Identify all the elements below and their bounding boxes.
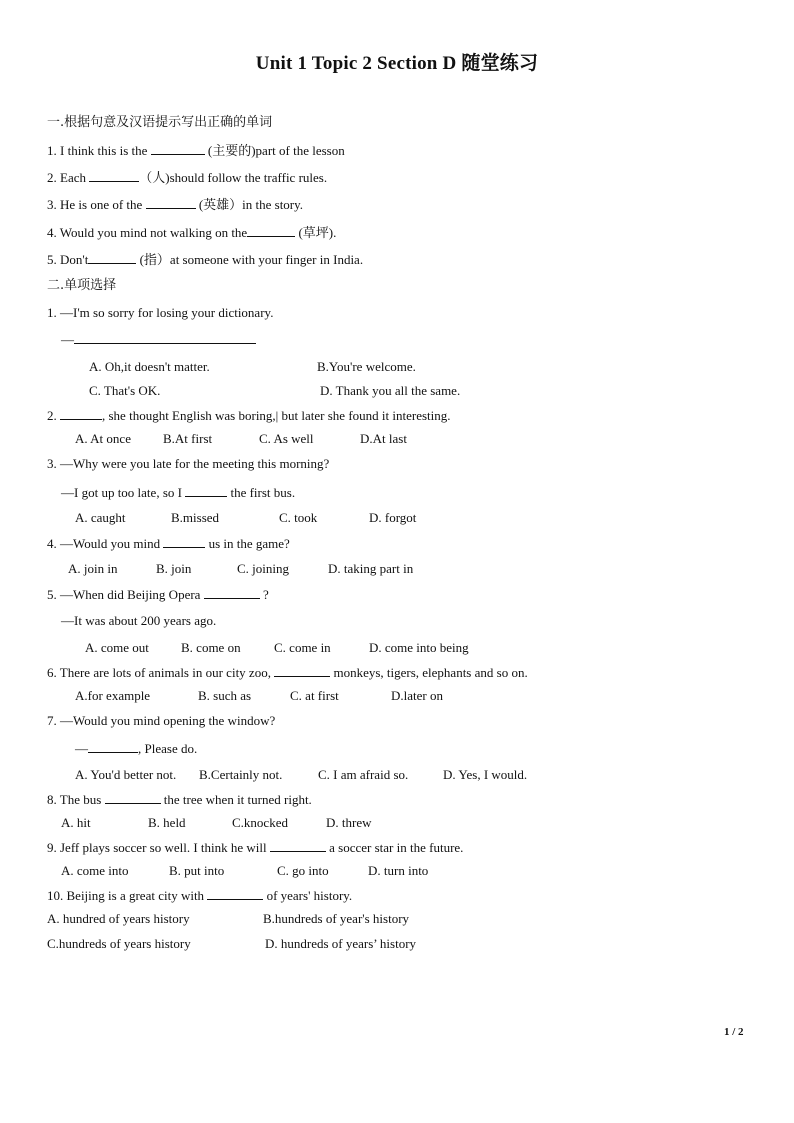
mc-question-5-reply: —It was about 200 years ago. bbox=[61, 613, 217, 628]
answer-blank[interactable] bbox=[185, 484, 227, 497]
answer-blank[interactable] bbox=[270, 839, 326, 852]
answer-blank[interactable] bbox=[88, 740, 138, 753]
page-number: 1 / 2 bbox=[724, 1026, 744, 1038]
mc-question-10-option-b[interactable]: B.hundreds of year's history bbox=[263, 911, 410, 926]
mc-question-8-option-d[interactable]: D. threw bbox=[326, 815, 372, 830]
question-text: (草坪). bbox=[295, 225, 337, 240]
vocab-question-4 bbox=[47, 224, 336, 241]
mc-question-1-option-d[interactable]: D. Thank you all the same. bbox=[320, 383, 461, 398]
mc-question-3-stem: 3. —Why were you late for the meeting this morning? bbox=[47, 456, 330, 471]
question-text: 9. Jeff plays soccer so well. I think he will bbox=[47, 840, 270, 855]
answer-blank[interactable] bbox=[89, 169, 139, 182]
question-text: ? bbox=[259, 587, 269, 602]
mc-question-3-option-c[interactable]: C. took bbox=[279, 510, 318, 525]
mc-question-9-option-a[interactable]: A. come into bbox=[61, 863, 129, 878]
mc-question-1-stem: 1. —I'm so sorry for losing your dictionary. bbox=[47, 305, 274, 320]
mc-question-3-option-a[interactable]: A. caught bbox=[75, 510, 126, 525]
mc-question-4-stem bbox=[47, 535, 290, 552]
mc-question-1-reply bbox=[61, 331, 256, 348]
mc-question-3-option-d[interactable]: D. forgot bbox=[369, 510, 417, 525]
mc-question-2-option-a[interactable]: A. At once bbox=[75, 431, 131, 446]
question-text: (主要的)part of the lesson bbox=[204, 143, 345, 158]
question-text: the tree when it turned right. bbox=[160, 792, 312, 807]
mc-question-10-option-d[interactable]: D. hundreds of years’ history bbox=[265, 936, 417, 951]
question-text: 5. Don't bbox=[47, 252, 89, 267]
dash: — bbox=[61, 332, 74, 347]
mc-question-5-option-b[interactable]: B. come on bbox=[181, 640, 241, 655]
mc-question-4-option-d[interactable]: D. taking part in bbox=[328, 561, 414, 576]
mc-question-5-option-d[interactable]: D. come into being bbox=[369, 640, 469, 655]
mc-question-10-option-c[interactable]: C.hundreds of years history bbox=[47, 936, 191, 951]
answer-blank[interactable] bbox=[146, 196, 196, 209]
question-text: 4. —Would you mind bbox=[47, 536, 164, 551]
question-text: 5. —When did Beijing Opera bbox=[47, 587, 204, 602]
answer-blank[interactable] bbox=[274, 664, 330, 677]
mc-question-6-stem bbox=[47, 664, 528, 681]
mc-question-6-option-d[interactable]: D.later on bbox=[391, 688, 443, 703]
mc-question-2-option-d[interactable]: D.At last bbox=[360, 431, 407, 446]
mc-question-8-stem bbox=[47, 791, 312, 808]
mc-question-6-option-c[interactable]: C. at first bbox=[290, 688, 339, 703]
mc-question-3-option-b[interactable]: B.missed bbox=[171, 510, 220, 525]
question-text: 6. There are lots of animals in our city zoo, bbox=[47, 665, 275, 680]
mc-question-2-option-b[interactable]: B.At first bbox=[163, 431, 213, 446]
mc-question-7-option-a[interactable]: A. You'd better not. bbox=[75, 767, 177, 782]
mc-question-7-stem: 7. —Would you mind opening the window? bbox=[47, 713, 276, 728]
mc-question-9-option-c[interactable]: C. go into bbox=[277, 863, 329, 878]
mc-question-7-option-b[interactable]: B.Certainly not. bbox=[199, 767, 283, 782]
mc-question-5-option-a[interactable]: A. come out bbox=[85, 640, 149, 655]
mc-question-5-stem bbox=[47, 586, 269, 603]
question-text: us in the game? bbox=[205, 536, 290, 551]
vocab-question-3 bbox=[47, 196, 303, 213]
mc-question-6-option-b[interactable]: B. such as bbox=[198, 688, 252, 703]
question-text: —I got up too late, so I bbox=[61, 485, 186, 500]
answer-blank[interactable] bbox=[88, 251, 136, 264]
mc-question-3-reply bbox=[61, 484, 295, 501]
answer-blank[interactable] bbox=[207, 887, 263, 900]
mc-question-7-option-d[interactable]: D. Yes, I would. bbox=[443, 767, 528, 782]
question-text: 2. bbox=[47, 408, 60, 423]
mc-question-4-option-a[interactable]: A. join in bbox=[68, 561, 118, 576]
mc-question-9-stem bbox=[47, 839, 463, 856]
answer-blank[interactable] bbox=[247, 224, 295, 237]
question-text: 2. Each bbox=[47, 170, 90, 185]
answer-blank[interactable] bbox=[60, 407, 102, 420]
question-text: a soccer star in the future. bbox=[325, 840, 464, 855]
question-text: (英雄）in the story. bbox=[195, 197, 304, 212]
answer-blank[interactable] bbox=[204, 586, 260, 599]
question-text: 1. I think this is the bbox=[47, 143, 151, 158]
question-text: 4. Would you mind not walking on the bbox=[47, 225, 248, 240]
mc-question-4-option-c[interactable]: C. joining bbox=[237, 561, 290, 576]
mc-question-4-option-b[interactable]: B. join bbox=[156, 561, 192, 576]
page-title: Unit 1 Topic 2 Section D 随堂练习 bbox=[255, 53, 539, 74]
mc-question-1-option-c[interactable]: C. That's OK. bbox=[89, 383, 161, 398]
mc-question-10-option-a[interactable]: A. hundred of years history bbox=[47, 911, 190, 926]
mc-question-8-option-a[interactable]: A. hit bbox=[61, 815, 91, 830]
section-heading-vocabulary: 一.根据句意及汉语提示写出正确的单词 bbox=[47, 115, 273, 130]
mc-question-7-reply bbox=[75, 740, 197, 757]
question-text: 8. The bus bbox=[47, 792, 105, 807]
question-text: monkeys, tigers, elephants and so on. bbox=[330, 665, 528, 680]
question-text: 3. He is one of the bbox=[47, 197, 146, 212]
section-heading-multiple-choice: 二.单项选择 bbox=[47, 278, 117, 293]
dash: — bbox=[75, 741, 88, 756]
question-text: of years' history. bbox=[263, 888, 353, 903]
question-text: 10. Beijing is a great city with bbox=[47, 888, 208, 903]
question-text: the first bus. bbox=[227, 485, 296, 500]
vocab-question-5 bbox=[47, 251, 363, 268]
question-text: , Please do. bbox=[138, 741, 198, 756]
answer-blank[interactable] bbox=[105, 791, 161, 804]
answer-blank[interactable] bbox=[151, 142, 205, 155]
vocab-question-1 bbox=[47, 142, 345, 159]
answer-blank[interactable] bbox=[74, 331, 256, 344]
question-text: （人)should follow the traffic rules. bbox=[139, 170, 328, 185]
mc-question-9-option-b[interactable]: B. put into bbox=[169, 863, 225, 878]
mc-question-1-option-a[interactable]: A. Oh,it doesn't matter. bbox=[89, 359, 210, 374]
question-text: (指）at someone with your finger in India. bbox=[136, 252, 364, 267]
mc-question-10-stem bbox=[47, 887, 352, 904]
mc-question-7-option-c[interactable]: C. I am afraid so. bbox=[318, 767, 409, 782]
mc-question-9-option-d[interactable]: D. turn into bbox=[368, 863, 429, 878]
mc-question-8-option-b[interactable]: B. held bbox=[148, 815, 186, 830]
mc-question-2-stem bbox=[47, 407, 451, 424]
mc-question-5-option-c[interactable]: C. come in bbox=[274, 640, 331, 655]
question-text: , she thought English was boring,| but later she found it interesting. bbox=[102, 408, 451, 423]
mc-question-2-option-c[interactable]: C. As well bbox=[259, 431, 314, 446]
mc-question-8-option-c[interactable]: C.knocked bbox=[232, 815, 288, 830]
mc-question-1-option-b[interactable]: B.You're welcome. bbox=[317, 359, 416, 374]
answer-blank[interactable] bbox=[163, 535, 205, 548]
vocab-question-2 bbox=[47, 169, 327, 186]
mc-question-6-option-a[interactable]: A.for example bbox=[75, 688, 151, 703]
